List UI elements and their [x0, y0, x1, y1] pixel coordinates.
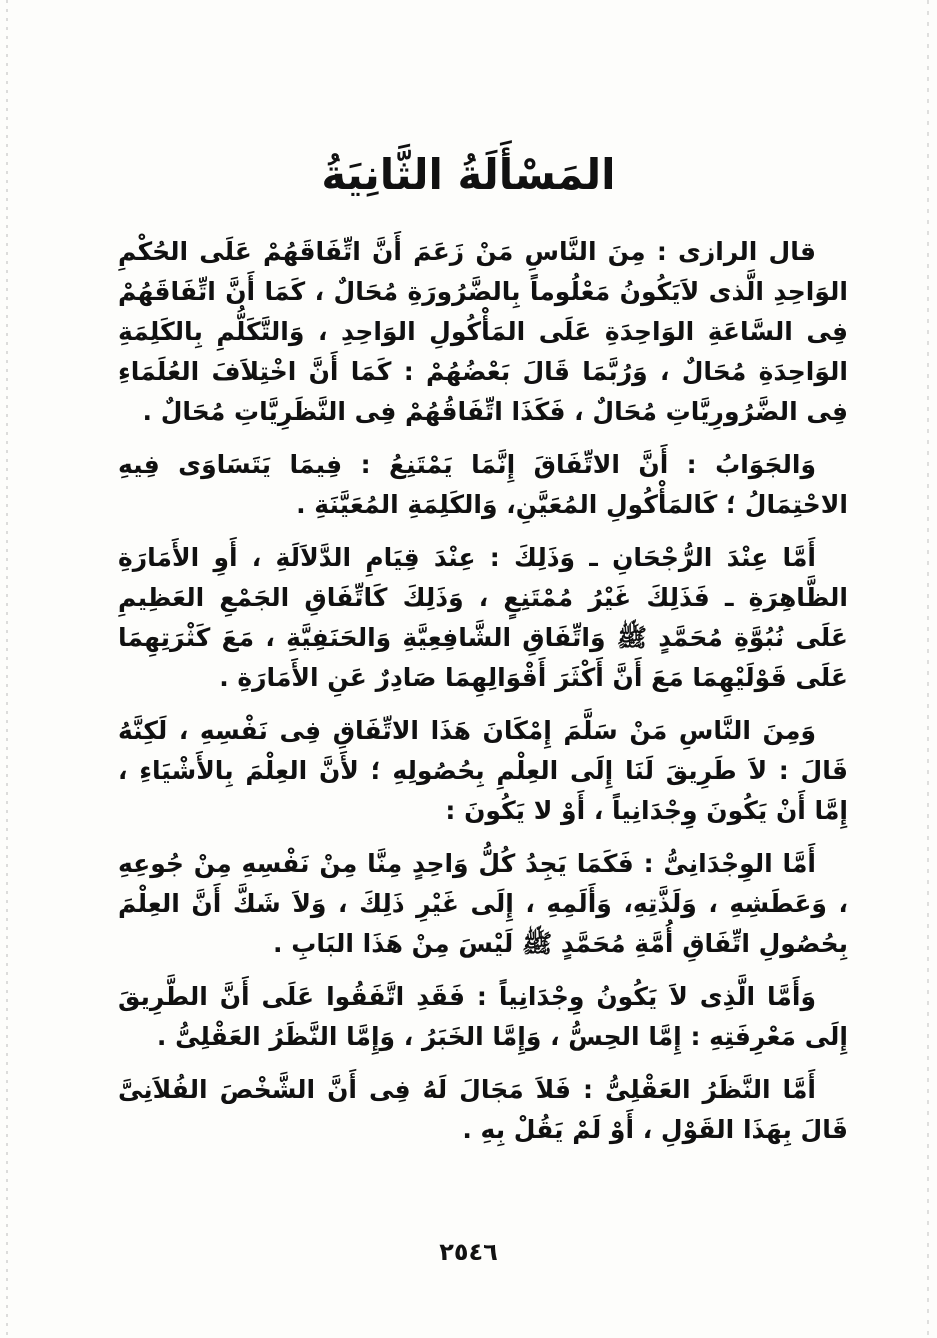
scan-edge-right — [927, 0, 929, 1338]
paragraph-1: قال الرازى : مِنَ النَّاسِ مَنْ زَعَمَ أَنَّ اتِّفَاقَهُمْ عَلَى الحُكْمِ الوَاحِدِ الَّذى لاَيَكُونُ مَعْلُوماً بِالضَّرُورَةِ مُحَالٌ ، كَمَا أَنَّ اتِّفَاقَهُمْ فِى السَّاعَةِ الوَاحِدَةِ عَلَى المَأْكُولِ الوَاحِدِ ، وَالتَّكَلُّمِ بِالكَلِمَةِ الوَاحِدَةِ مُحَالٌ ، وَرُبَّمَا قَالَ بَعْضُهُمْ : كَمَا أَنَّ اخْتِلاَفَ العُلَمَاءِ فِى الضَّرُورِيَّاتِ مُحَالٌ ، فَكَذَا اتِّفَاقُهُمْ فِى النَّظَرِيَّاتِ مُحَالٌ . — [118, 237, 848, 426]
paragraph-3: أَمَّا عِنْدَ الرُّجْحَانِ ـ وَذَلِكَ : عِنْدَ قِيَامِ الدَّلاَلَةِ ، أَوِ الأَمَارَةِ الظَّاهِرَةِ ـ فَذَلِكَ غَيْرُ مُمْتَنِعٍ ، وَذَلِكَ كَاتِّفَاقِ الجَمْعِ العَظِيمِ عَلَى نُبُوَّةِ مُحَمَّدٍ ﷺ وَاتِّفَاقِ الشَّافِعِيَّةِ وَالحَنَفِيَّةِ ، مَعَ كَثْرَتِهِمَا عَلَى قَوْلَيْهِمَا مَعَ أَنَّ أَكْثَرَ أَقْوَالِهِمَا صَادِرٌ عَنِ الأَمَارَةِ . — [118, 543, 848, 692]
paragraph-4: وَمِنَ النَّاسِ مَنْ سَلَّمَ إِمْكَانَ هَذَا الاتِّفَاقِ فِى نَفْسِهِ ، لَكِنَّهُ قَالَ : لاَ طَرِيقَ لَنَا إِلَى العِلْمِ بِحُصُولِهِ ؛ لأَنَّ العِلْمَ بِالأَشْيَاءِ ، إِمَّا أَنْ يَكُونَ وِجْدَانِياً ، أَوْ لا يَكُونَ : — [118, 716, 848, 825]
paragraph-5: أَمَّا الوِجْدَانِىُّ : فَكَمَا يَجِدُ كُلُّ وَاحِدٍ مِنَّا مِنْ نَفْسِهِ مِنْ جُوعِهِ ، وَعَطَشِهِ ، وَلَذَّتِهِ، وَأَلَمِهِ ، إِلَى غَيْرِ ذَلِكَ ، وَلاَ شَكَّ أَنَّ العِلْمَ بِحُصُولِ اتِّفَاقِ أُمَّةِ مُحَمَّدٍ ﷺ لَيْسَ مِنْ هَذَا البَابِ . — [118, 849, 848, 958]
scan-edge-left — [6, 0, 8, 1338]
body-text — [118, 232, 848, 1163]
page-number: ٢٥٤٦ — [439, 1238, 498, 1266]
paragraph-2: وَالجَوَابُ : أَنَّ الاتِّفَاقَ إِنَّمَا يَمْتَنِعُ : فِيمَا يَتَسَاوَى فِيهِ الاحْتِمَالُ ؛ كَالمَأْكُولِ المُعَيَّنِ، وَالكَلِمَةِ المُعَيَّنَةِ . — [118, 450, 848, 519]
paragraph-6: وَأَمَّا الَّذِى لاَ يَكُونُ وِجْدَانِياً : فَقَدِ اتَّفَقُوا عَلَى أَنَّ الطَّرِيقَ إِلَى مَعْرِفَتِهِ : إِمَّا الحِسُّ ، وَإِمَّا الخَبَرُ ، وَإِمَّا النَّظَرُ العَقْلِىُّ . — [118, 982, 848, 1051]
paragraph-7: أَمَّا النَّظَرُ العَقْلِىُّ : فَلاَ مَجَالَ لَهُ فِى أَنَّ الشَّخْصَ الفُلاَنِىَّ قَالَ بِهَذَا القَوْلِ ، أَوْ لَمْ يَقُلْ بِهِ . — [118, 1075, 848, 1144]
section-title: المَسْأَلَةُ الثَّانِيَةُ — [321, 150, 616, 199]
